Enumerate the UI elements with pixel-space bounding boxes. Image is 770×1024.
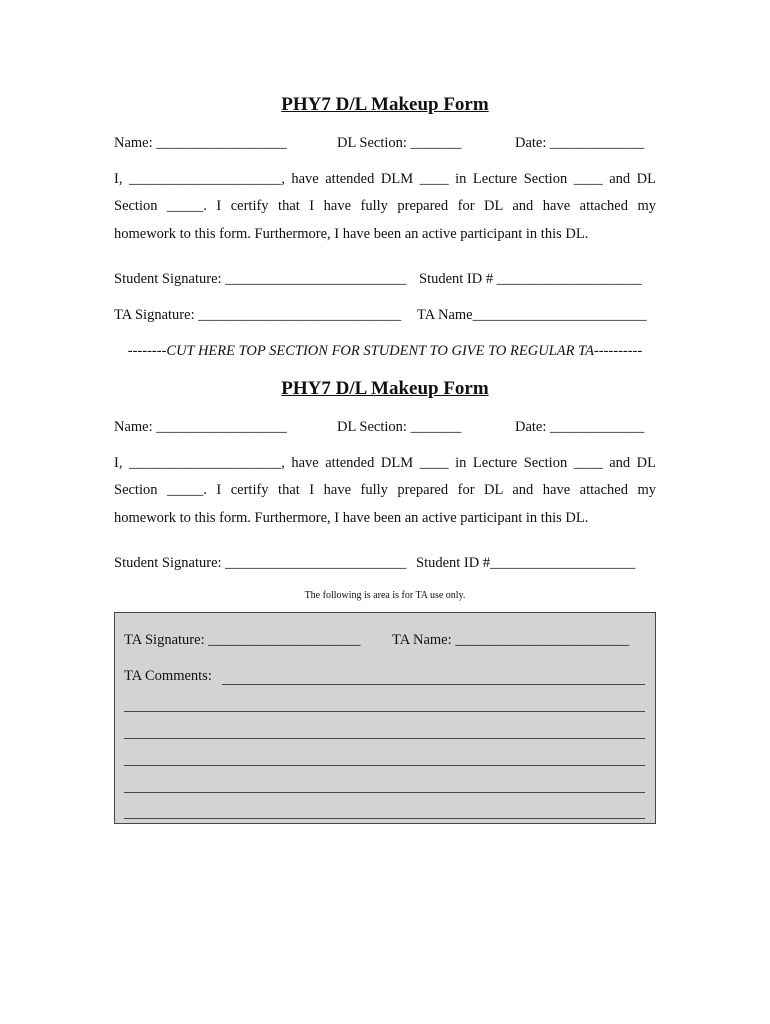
statement-line-1-top: I, _____________________, have attended DLM ____ in Lecture Section ____ and DL (114, 171, 656, 187)
ta-name-field-bottom[interactable]: TA Name: ________________________ (392, 632, 630, 648)
name-field-top[interactable]: Name: __________________ (114, 135, 287, 151)
ta-use-box (114, 612, 656, 824)
student-id-field-bottom[interactable]: Student ID #____________________ (416, 555, 636, 571)
dl-section-field-bottom[interactable]: DL Section: _______ (337, 419, 462, 435)
cut-line: --------CUT HERE TOP SECTION FOR STUDENT TO GIVE TO REGULAR TA---------- (127, 343, 643, 359)
student-signature-field-top[interactable]: Student Signature: _________________________ (114, 271, 407, 287)
ta-name-field-top[interactable]: TA Name________________________ (417, 307, 647, 323)
ta-comments-line-6[interactable] (124, 818, 645, 819)
statement-line-3-bottom: homework to this form. Furthermore, I have been an active participant in this DL. (114, 510, 589, 526)
date-field-top[interactable]: Date: _____________ (515, 135, 645, 151)
ta-use-note: The following is area is for TA use only. (304, 590, 466, 601)
form-title-top: PHY7 D/L Makeup Form (281, 94, 489, 115)
form-title-bottom: PHY7 D/L Makeup Form (281, 378, 489, 399)
statement-line-1-bottom: I, _____________________, have attended DLM ____ in Lecture Section ____ and DL (114, 455, 656, 471)
name-field-bottom[interactable]: Name: __________________ (114, 419, 287, 435)
ta-comments-line-3[interactable] (124, 738, 645, 739)
ta-comments-line-4[interactable] (124, 765, 645, 766)
ta-comments-line-1[interactable] (222, 684, 645, 685)
statement-line-2-top: Section _____. I certify that I have fully prepared for DL and have attached my (114, 198, 656, 214)
ta-signature-field-top[interactable]: TA Signature: ____________________________ (114, 307, 402, 323)
statement-line-2-bottom: Section _____. I certify that I have fully prepared for DL and have attached my (114, 482, 656, 498)
student-id-field-top[interactable]: Student ID # ____________________ (419, 271, 642, 287)
ta-signature-field-bottom[interactable]: TA Signature: _____________________ (124, 632, 361, 648)
date-field-bottom[interactable]: Date: _____________ (515, 419, 645, 435)
dl-section-field-top[interactable]: DL Section: _______ (337, 135, 462, 151)
ta-comments-line-5[interactable] (124, 792, 645, 793)
ta-comments-label: TA Comments: (124, 668, 212, 684)
ta-comments-line-2[interactable] (124, 711, 645, 712)
statement-line-3-top: homework to this form. Furthermore, I have been an active participant in this DL. (114, 226, 589, 242)
student-signature-field-bottom[interactable]: Student Signature: _________________________ (114, 555, 407, 571)
